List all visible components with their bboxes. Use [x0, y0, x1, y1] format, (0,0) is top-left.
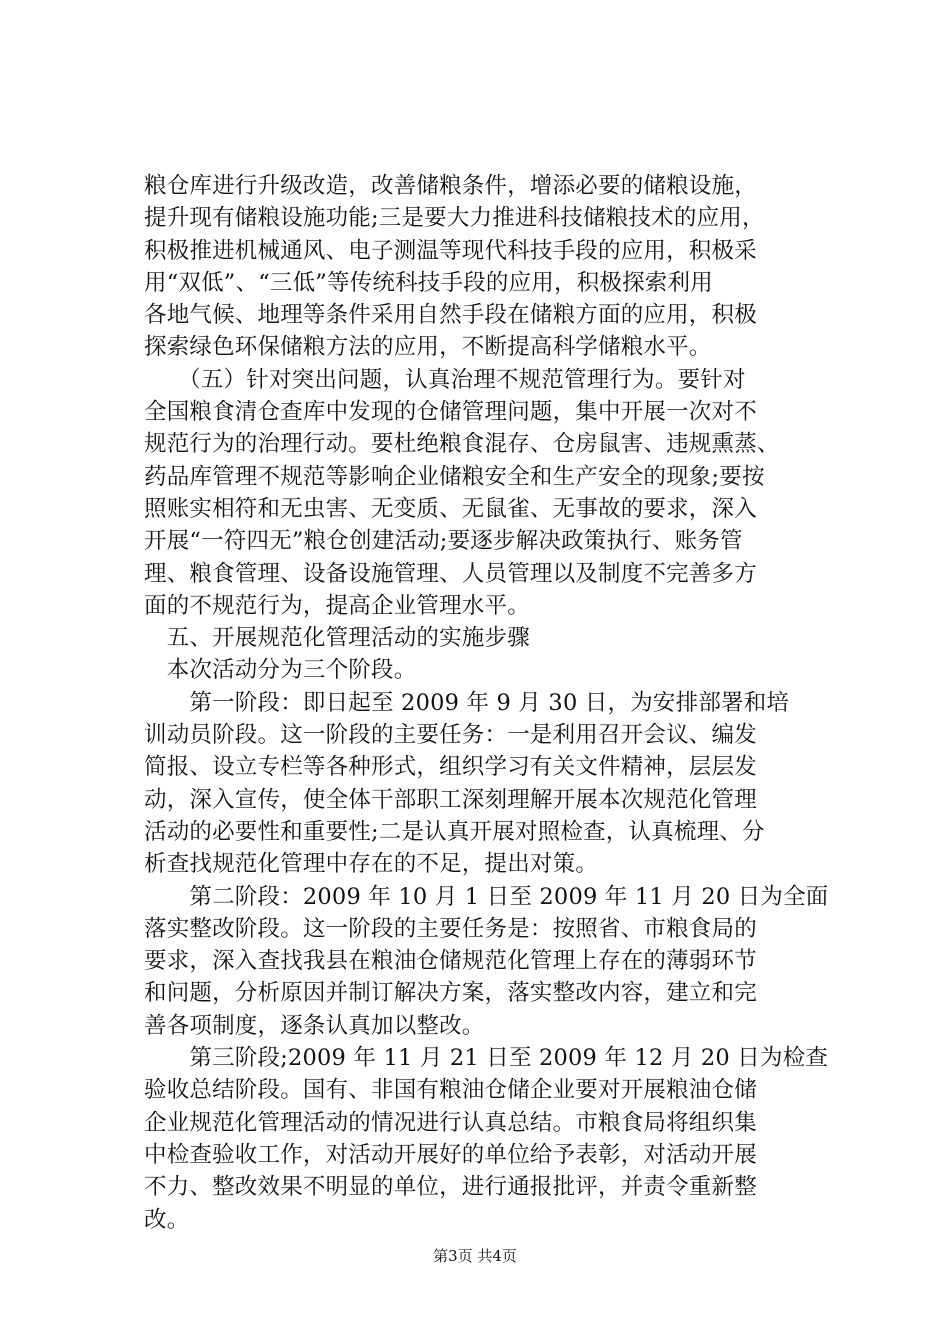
- text-line: 要求，深入查找我县在粮油仓储规范化管理上存在的薄弱环节: [144, 948, 757, 975]
- text-line: 析查找规范化管理中存在的不足，提出对策。: [144, 851, 599, 878]
- section-heading: 五、开展规范化管理活动的实施步骤: [144, 625, 530, 652]
- text-line: 面的不规范行为，提高企业管理水平。: [144, 592, 530, 619]
- text-line: （五）针对突出问题，认真治理不规范管理行为。要针对: [144, 366, 746, 393]
- text-line: 粮仓库进行升级改造，改善储粮条件，增添必要的储粮设施，: [144, 173, 757, 199]
- text-line: 善各项制度，逐条认真加以整改。: [144, 1012, 485, 1039]
- body-text: [144, 170, 834, 1236]
- text-line: 全国粮食清仓查库中发现的仓储管理问题，集中开展一次对不: [144, 399, 757, 426]
- text-line: 第三阶段;2009 年 11 月 21 日至 2009 年 12 月 20 日为检查: [144, 1045, 829, 1072]
- text-line: 第一阶段：即日起至 2009 年 9 月 30 日，为安排部署和培: [144, 689, 790, 716]
- text-line: 和问题，分析原因并制订解决方案，落实整改内容，建立和完: [144, 980, 757, 1007]
- text-line: 用“双低”、“三低”等传统科技手段的应用，积极探索利用: [144, 269, 713, 296]
- text-line: 不力、整改效果不明显的单位，进行通报批评，并责令重新整: [144, 1174, 757, 1201]
- text-line: 中检查验收工作，对活动开展好的单位给予表彰，对活动开展: [144, 1141, 757, 1168]
- text-line: 积极推进机械通风、电子测温等现代科技手段的应用，积极采: [144, 237, 757, 264]
- text-line: 规范行为的治理行动。要杜绝粮食混存、仓房鼠害、违规熏蒸、: [144, 431, 780, 458]
- text-line: 开展“一符四无”粮仓创建活动;要逐步解决政策执行、账务管: [144, 528, 743, 555]
- text-line: 理、粮食管理、设备设施管理、人员管理以及制度不完善多方: [144, 560, 757, 587]
- text-line: 改。: [144, 1206, 190, 1233]
- text-line: 各地气候、地理等条件采用自然手段在储粮方面的应用，积极: [144, 302, 757, 329]
- text-line: 提升现有储粮设施功能;三是要大力推进科技储粮技术的应用，: [144, 205, 765, 232]
- text-line: 简报、设立专栏等各种形式，组织学习有关文件精神，层层发: [144, 754, 757, 781]
- page-number-footer: 第3页 共4页: [433, 1247, 517, 1265]
- text-line: 探索绿色环保储粮方法的应用，不断提高科学储粮水平。: [144, 334, 712, 361]
- text-line: 药品库管理不规范等影响企业储粮安全和生产安全的现象;要按: [144, 463, 765, 490]
- text-line: 本次活动分为三个阶段。: [144, 657, 417, 684]
- text-line: 动，深入宣传，使全体干部职工深刻理解开展本次规范化管理: [144, 786, 757, 813]
- text-line: 验收总结阶段。国有、非国有粮油仓储企业要对开展粮油仓储: [144, 1077, 757, 1104]
- text-line: 训动员阶段。这一阶段的主要任务：一是利用召开会议、编发: [144, 722, 757, 749]
- text-line: 第二阶段：2009 年 10 月 1 日至 2009 年 11 月 20 日为全面: [144, 883, 829, 910]
- text-line: 落实整改阶段。这一阶段的主要任务是：按照省、市粮食局的: [144, 915, 757, 942]
- text-line: 活动的必要性和重要性;二是认真开展对照检查，认真梳理、分: [144, 818, 765, 845]
- text-line: 企业规范化管理活动的情况进行认真总结。市粮食局将组织集: [144, 1109, 757, 1136]
- text-line: 照账实相符和无虫害、无变质、无鼠雀、无事故的要求，深入: [144, 495, 757, 522]
